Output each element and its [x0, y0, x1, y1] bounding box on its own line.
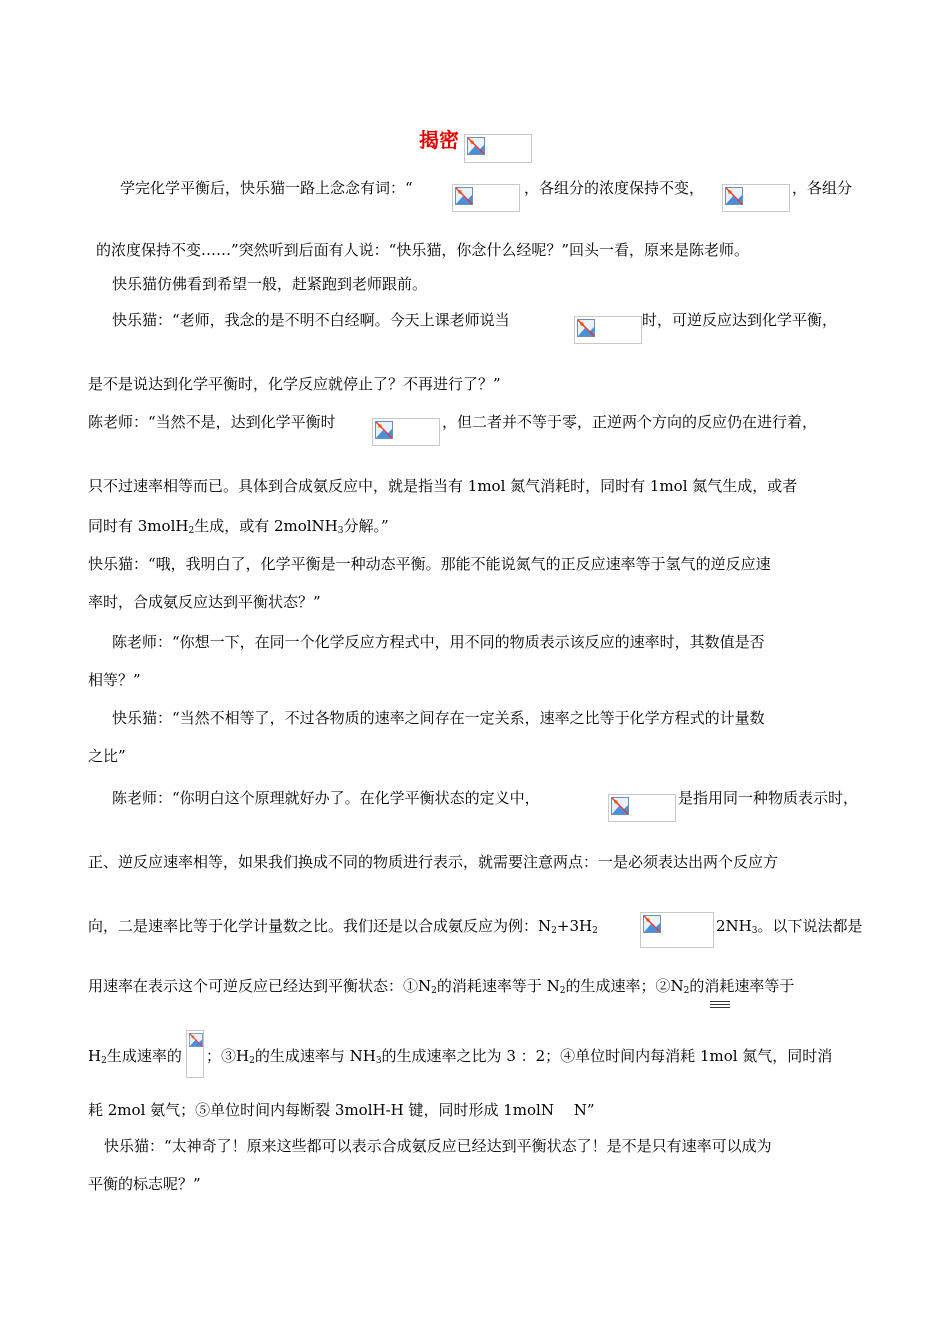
- broken-image-icon: [574, 316, 642, 344]
- broken-image-icon: [722, 184, 790, 212]
- p2-line-2: 是不是说达到化学平衡时，化学反应就停止了？不再进行了？”: [88, 375, 501, 393]
- p3-line-1b: ，但二者并不等于零，正逆两个方向的反应仍在进行着，: [442, 413, 818, 431]
- p5-line-2: 相等？”: [88, 671, 141, 689]
- p1-line-1b: ，各组分的浓度保持不变，: [524, 179, 705, 197]
- p4-line-2: 率时，合成氨反应达到平衡状态？”: [88, 593, 321, 611]
- p7-line-3b: $2NH_3$。以下说法都是: [716, 917, 863, 936]
- broken-image-icon: [452, 184, 520, 212]
- page-title: 揭密: [419, 128, 459, 152]
- p1-line-2: 的浓度保持不变……”突然听到后面有人说：“快乐猫，你念什么经呢？”回头一看，原来是陈老师。: [96, 241, 750, 259]
- p7-line-3: 向，二是速率比等于化学计量数之比。我们还是以合成氨反应为例：$N_2+3H_2$: [88, 917, 598, 936]
- p5-line-1: 陈老师：“你想一下，在同一个化学反应方程式中，用不同的物质表示该反应的速率时，其数值是否: [112, 633, 765, 651]
- p2-line-1: 快乐猫：“老师，我念的是不明不白经啊。今天上课老师说当: [112, 311, 510, 329]
- p2-line-1b: 时，可逆反应达到化学平衡，: [642, 311, 838, 329]
- p7-line-5a: $H_2$生成速率的: [88, 1047, 182, 1066]
- p4-line-1: 快乐猫：“哦，我明白了，化学平衡是一种动态平衡。那能不能说氮气的正反应速率等于氢气的逆反应速: [88, 555, 771, 573]
- p7-line-1b: 是指用同一种物质表示时，: [678, 789, 859, 807]
- broken-image-icon: [372, 418, 440, 446]
- p3-line-3: 同时有 3molH$_2$生成，或有 2molNH$_3$分解。”: [88, 517, 389, 536]
- p6-line-1: 快乐猫：“当然不相等了，不过各物质的速率之间存在一定关系，速率之比等于化学方程式的计量数: [112, 709, 765, 727]
- p7-line-2: 正、逆反应速率相等，如果我们换成不同的物质进行表示，就需要注意两点：一是必须表达出两个反应方: [88, 853, 779, 871]
- p1-line-3: 快乐猫仿佛看到希望一般，赶紧跑到老师跟前。: [112, 275, 428, 293]
- broken-image-icon: [608, 794, 676, 822]
- p7-line-4: 用速率在表示这个可逆反应已经达到平衡状态：$①N_2$的消耗速率等于 $N_2$的生成速率；$②N_2$的消耗速率等于: [88, 977, 795, 996]
- p3-line-2: 只不过速率相等而已。具体到合成氨反应中，就是指当有 1mol 氮气消耗时，同时有 1mol 氮气生成，或者: [88, 477, 798, 495]
- p6-line-2: 之比”: [88, 747, 126, 765]
- p8-line-2: 平衡的标志呢？”: [88, 1175, 201, 1193]
- broken-image-icon: [186, 1030, 204, 1078]
- p7-line-5b: ；$③H_2$的生成速率与 $NH_3$的生成速率之比为 3 ：2；④单位时间内每消耗 1mol 氮气，同时消: [206, 1047, 833, 1066]
- p7-line-1: 陈老师：“你明白这个原理就好办了。在化学平衡状态的定义中，: [112, 789, 540, 807]
- p1-line-1c: ，各组分: [792, 179, 853, 197]
- broken-image-icon: [464, 134, 532, 163]
- p8-line-1: 快乐猫：“太神奇了！原来这些都可以表示合成氨反应已经达到平衡状态了！是不是只有速率可以成为: [104, 1137, 772, 1155]
- p1-line-1: 学完化学平衡后，快乐猫一路上念念有词：“: [120, 179, 413, 197]
- equilibrium-sign: [710, 1001, 730, 1010]
- p3-line-1: 陈老师：“当然不是，达到化学平衡时: [88, 413, 336, 431]
- broken-image-icon: [640, 912, 714, 948]
- p7-line-6: 耗 2mol 氨气；⑤单位时间内每断裂 3molH-H 键，同时形成 1molN N”: [88, 1101, 595, 1119]
